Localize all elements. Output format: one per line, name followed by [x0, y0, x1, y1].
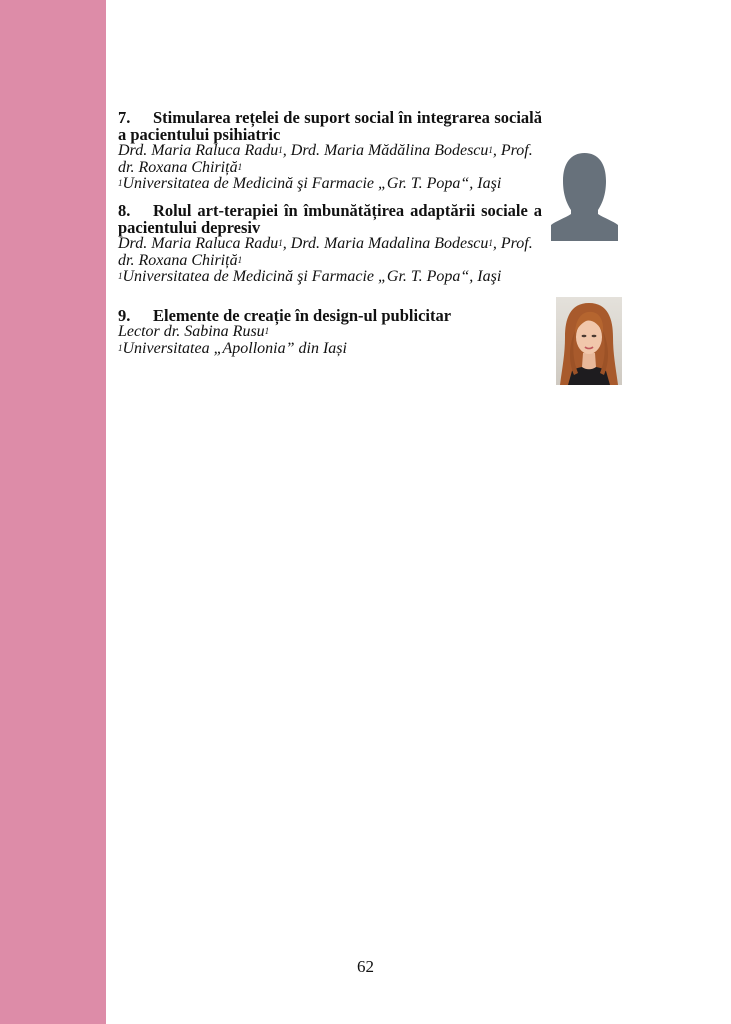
page-sidebar-band: [0, 0, 106, 1024]
author-sup: 1: [488, 145, 493, 155]
author-sup: 1: [278, 145, 283, 155]
entry-affiliation: [118, 176, 542, 193]
author-sup: 1: [264, 326, 270, 336]
affiliation-sup: 1: [118, 271, 123, 281]
entry-authors: [118, 143, 542, 176]
entry-7: [118, 109, 542, 193]
entry-number: 9.: [118, 306, 131, 325]
author-name: Drd. Maria Mădălina Bodescu: [290, 142, 489, 159]
entry-authors: [118, 324, 542, 341]
author-sep: ,: [492, 235, 501, 252]
person-silhouette-icon: [551, 151, 618, 241]
author-sep: ,: [282, 235, 291, 252]
page-number: 62: [357, 957, 374, 976]
author-sup: 1: [278, 238, 283, 248]
author-name: Drd. Maria Madalina Bodescu: [290, 235, 489, 252]
entry-title: [118, 109, 542, 143]
entry-authors: [118, 236, 542, 269]
entry-8: [118, 202, 542, 286]
author-name: Drd. Maria Raluca Radu: [118, 142, 279, 159]
author-name: Prof. dr. Roxana Chiriță: [118, 235, 533, 269]
entry-9: [118, 307, 542, 357]
author-name: Drd. Maria Raluca Radu: [118, 235, 279, 252]
author-portrait-photo: [556, 297, 622, 385]
entry-number: 7.: [118, 108, 131, 127]
author-name: Prof. dr. Roxana Chiriță: [118, 142, 533, 176]
affiliation-text: Universitatea de Medicină şi Farmacie „Gr. T. Popa“, Iaşi: [122, 268, 502, 285]
entry-title-text: Stimularea rețelei de suport social în integrarea socială a pacientului psihiatric: [118, 108, 542, 144]
affiliation-sup: 1: [118, 342, 123, 353]
author-sup: 1: [237, 254, 243, 265]
affiliation-text: Universitatea „Apollonia” din Iași: [122, 339, 347, 357]
entry-affiliation: [118, 269, 542, 286]
entry-affiliation: [118, 341, 542, 358]
entry-title-text: Elemente de creație în design-ul publicitar: [153, 306, 452, 325]
author-sup: 1: [237, 161, 243, 172]
entry-number: 8.: [118, 201, 131, 220]
author-sep: ,: [492, 142, 501, 159]
entry-title: [118, 202, 542, 236]
affiliation-text: Universitatea de Medicină şi Farmacie „Gr. T. Popa“, Iaşi: [122, 175, 502, 192]
author-sep: ,: [282, 142, 291, 159]
author-name: Lector dr. Sabina Rusu: [118, 323, 265, 340]
entry-title: [118, 307, 542, 324]
author-sup: 1: [488, 238, 493, 248]
entry-title-text: Rolul art-terapiei în îmbunătățirea adaptării sociale a pacientului depresiv: [118, 201, 542, 237]
affiliation-sup: 1: [118, 178, 123, 188]
